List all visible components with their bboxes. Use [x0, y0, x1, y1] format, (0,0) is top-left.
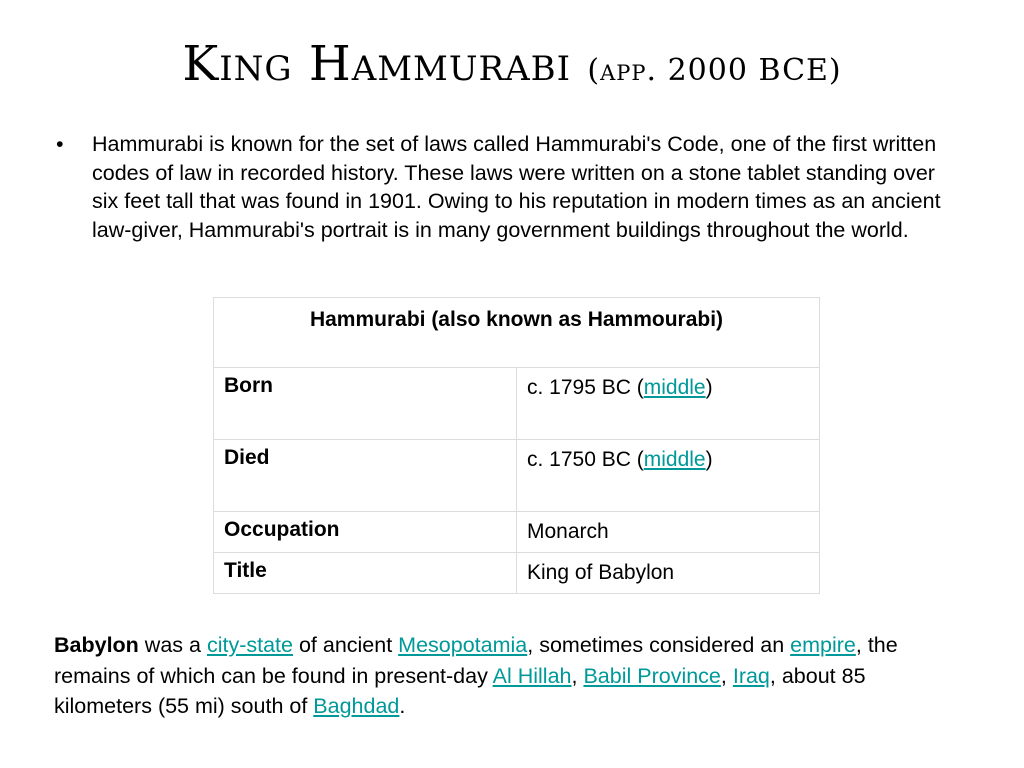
bullet-marker: • — [56, 132, 64, 156]
died-label: Died — [214, 440, 517, 512]
born-date: c. 1795 BC ( — [527, 376, 644, 399]
mesopotamia-link[interactable]: Mesopotamia — [398, 633, 528, 657]
infobox-caption: Hammurabi (also known as Hammourabi) — [214, 298, 820, 368]
infobox-table — [213, 297, 820, 594]
born-value — [517, 368, 820, 440]
babylon-paragraph — [54, 630, 954, 722]
iraq-link[interactable]: Iraq — [732, 663, 770, 688]
bullet-text: Hammurabi is known for the set of laws called Hammurabi's Code, one of the first written codes of law in recorded history. These laws were written on a stone tablet standing over six feet tall that was found in 1901. Owing to his reputation in modern times as an ancient law-giver, Hammurabi's portrait is in many government buildings throughout the world. — [92, 132, 941, 242]
al-hillah-link[interactable]: Al Hillah — [492, 663, 572, 688]
infobox-row-died — [214, 440, 820, 512]
baghdad-link[interactable]: Baghdad — [313, 694, 400, 718]
died-date: c. 1750 BC ( — [527, 448, 644, 471]
para-text: . — [399, 694, 406, 718]
para-text: , about 85 kilometers (55 mi) south of — [54, 663, 866, 718]
para-text: , — [571, 663, 584, 688]
title-main: King Hammurabi — [182, 36, 572, 92]
infobox-row-born — [214, 368, 820, 440]
born-label: Born — [214, 368, 517, 440]
title-date: (app. 2000 BCE) — [587, 53, 842, 88]
para-text: , — [720, 663, 733, 688]
empire-link[interactable]: empire — [790, 633, 856, 657]
occupation-value: Monarch — [517, 512, 820, 553]
babylon-bold: Babylon — [54, 633, 139, 657]
born-suffix: ) — [705, 376, 713, 399]
infobox-row-title — [214, 553, 820, 594]
died-middle-link[interactable]: middle — [643, 448, 706, 471]
para-text: , sometimes considered an — [527, 633, 791, 657]
slide-title — [0, 38, 1024, 91]
para-text: , the remains of which can be found in present-day — [54, 633, 898, 688]
died-value — [517, 440, 820, 512]
title-label: Title — [214, 553, 517, 594]
occupation-label: Occupation — [214, 512, 517, 553]
city-state-link[interactable]: city-state — [206, 633, 293, 657]
born-middle-link[interactable]: middle — [643, 376, 706, 399]
died-suffix: ) — [705, 448, 713, 471]
para-text: of ancient — [292, 633, 399, 657]
babil-province-link[interactable]: Babil Province — [583, 663, 721, 688]
para-text: was a — [138, 633, 207, 657]
title-value: King of Babylon — [517, 553, 820, 594]
infobox-row-occupation — [214, 512, 820, 553]
